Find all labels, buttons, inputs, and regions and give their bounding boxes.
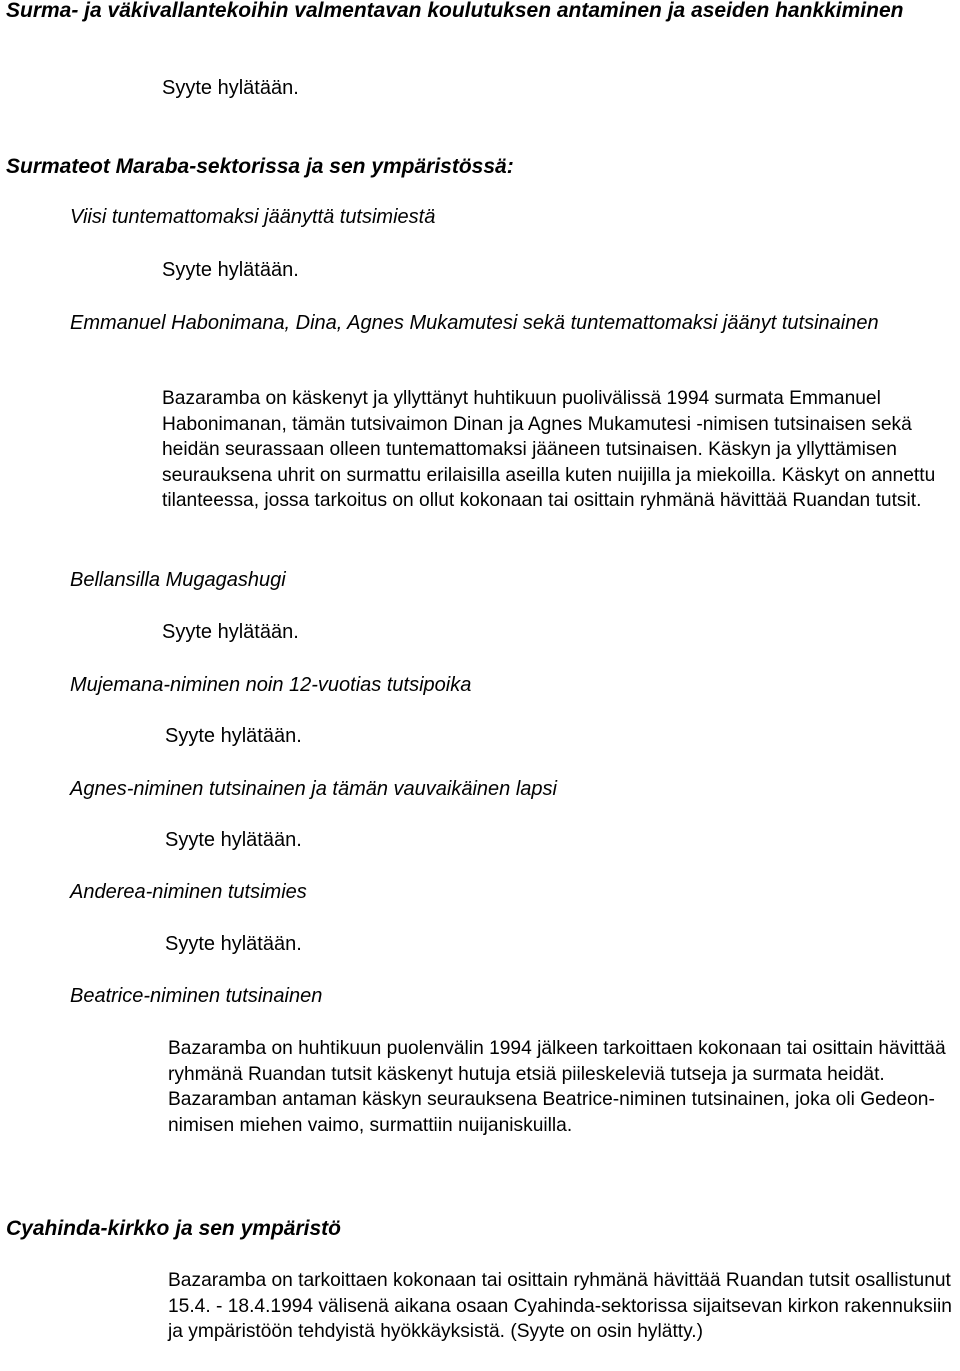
paragraph-habonimana: Bazaramba on käskenyt ja yllyttänyt huhtikuun puolivälissä 1994 surmata Emmanuel Habonimanan, tämän tutsivaimon Dinan ja Agnes Mukamutesi -nimisen tutsinaisen sekä heidän seurassaan olleen tuntemattomaksi jääneen tutsinaisen. Käskyn ja yllyttämisen seurauksena uhrit on surmattu erilaisilla aseilla kuten nuijilla ja miekoilla. Käskyt on annettu tilanteessa, jossa tarkoitus on ollut kokonaan tai osittain ryhmänä hävittää Ruandan tutsit. (162, 388, 936, 512)
paragraph-beatrice: Bazaramba on huhtikuun puolenvälin 1994 jälkeen tarkoittaen kokonaan tai osittain hävittää ryhmänä Ruandan tutsit käskenyt hutuja etsiä piileskeleviä tutseja ja surmata heidät. Bazaramban antaman käskyn seurauksena Beatrice-niminen tutsinainen, joka oli Gedeon-nimisen miehen vaimo, surmattiin nuijaniskuilla. (168, 1038, 946, 1136)
verdict-training: Syyte hylätään. (162, 77, 299, 99)
subheading-mujemana: Mujemana-niminen noin 12-vuotias tutsipoika (70, 674, 472, 696)
subheading-habonimana: Emmanuel Habonimana, Dina, Agnes Mukamutesi sekä tuntemattomaksi jäänyt tutsinainen (70, 312, 879, 334)
verdict-agnes: Syyte hylätään. (165, 829, 302, 851)
section-heading-maraba: Surmateot Maraba-sektorissa ja sen ympäristössä: (6, 155, 514, 178)
subheading-beatrice: Beatrice-niminen tutsinainen (70, 985, 323, 1007)
subheading-agnes: Agnes-niminen tutsinainen ja tämän vauvaikäinen lapsi (70, 778, 557, 800)
subheading-anderea: Anderea-niminen tutsimies (70, 881, 307, 903)
subheading-bellansilla: Bellansilla Mugagashugi (70, 569, 286, 591)
verdict-anderea: Syyte hylätään. (165, 933, 302, 955)
verdict-bellansilla: Syyte hylätään. (162, 621, 299, 643)
subheading-five-tutsi-men: Viisi tuntemattomaksi jäänyttä tutsimiestä (70, 206, 436, 228)
section-heading-cyahinda: Cyahinda-kirkko ja sen ympäristö (6, 1217, 341, 1240)
verdict-five-tutsi-men: Syyte hylätään. (162, 259, 299, 281)
verdict-mujemana: Syyte hylätään. (165, 725, 302, 747)
section-heading-training: Surma- ja väkivallantekoihin valmentavan koulutuksen antaminen ja aseiden hankkiminen (6, 0, 904, 22)
paragraph-cyahinda: Bazaramba on tarkoittaen kokonaan tai osittain ryhmänä hävittää Ruandan tutsit osallistunut 15.4. - 18.4.1994 välisenä aikana osaan Cyahinda-sektorissa sijaitsevan kirkon rakennuksiin ja ympäristöön tehdyistä hyökkäyksistä. (Syyte on osin hylätty.) (168, 1270, 952, 1343)
